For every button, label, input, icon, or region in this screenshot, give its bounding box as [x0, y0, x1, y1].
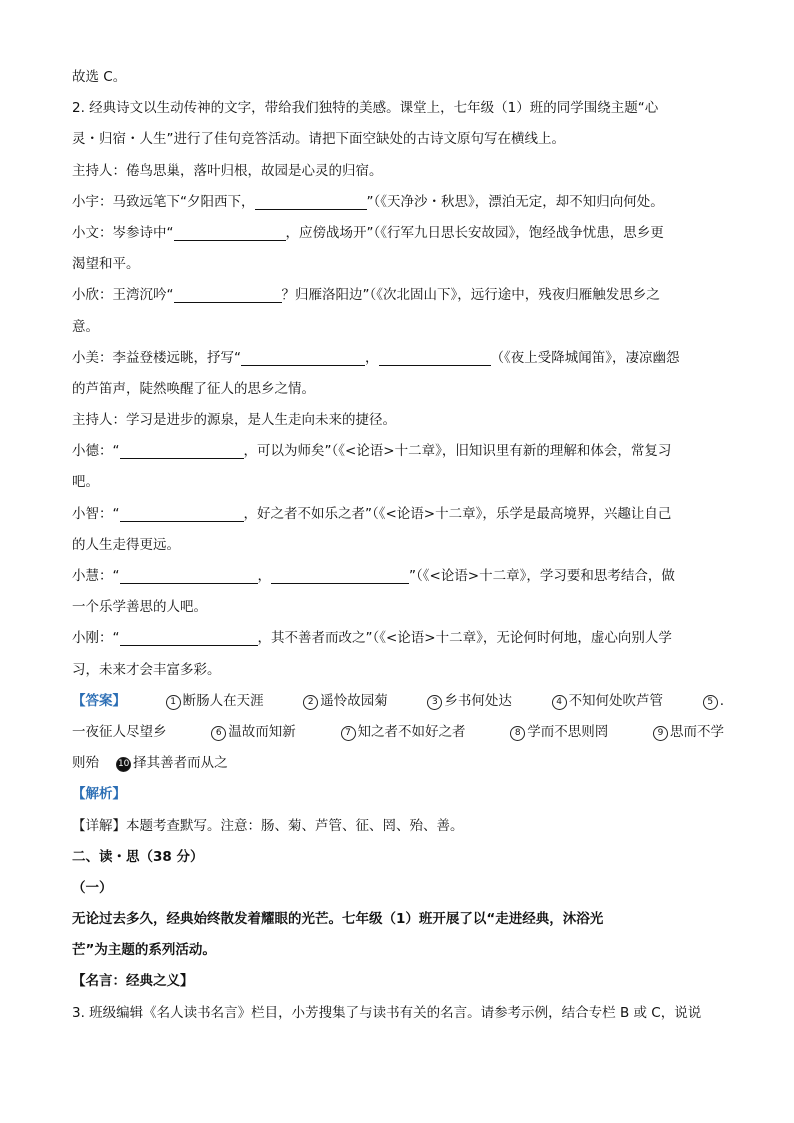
analysis-tag: 【解析】 [72, 786, 126, 803]
answer-text: 知之者不如好之者 [357, 723, 466, 740]
text: 小慧：“ [72, 568, 120, 584]
xiaode-line-cont [72, 467, 724, 498]
text: ， [365, 349, 379, 366]
answer-item [211, 717, 296, 748]
text: 故选 C。 [72, 69, 127, 85]
text: 小智：“ [72, 505, 120, 522]
number-circle-icon: 8 [510, 726, 525, 741]
text: 主持人：学习是进步的源泉，是人生走向未来的捷径。 [72, 412, 396, 429]
text: 3. 班级编辑《名人读书名言》栏目，小芳搜集了与读书有关的名言。请参考示例，结合专栏 B 或 C，说说 [72, 1004, 702, 1021]
number-circle-icon: 5 [703, 695, 718, 710]
answer-tag: 【答案】 [72, 692, 126, 709]
xiaomei-line-cont [72, 374, 724, 405]
subheading-text: 【名言：经典之义】 [72, 973, 194, 990]
text: 小文：岑参诗中“ [72, 224, 174, 241]
xiaoxin-line-cont [72, 312, 724, 343]
answer-line-3 [72, 748, 724, 779]
text: 意。 [72, 318, 99, 335]
answer-item: 5 . [703, 686, 724, 717]
number-circle-icon: 3 [427, 695, 442, 710]
text-line [72, 62, 724, 93]
text: ，可以为师矣”（《<论语>十二章》，旧知识里有新的理解和体会，常复习 [243, 443, 672, 460]
number-circle-icon: 1 [166, 695, 181, 710]
part-title: （一） [72, 879, 113, 896]
number-circle-icon: 7 [341, 726, 356, 741]
answer-line-2 [72, 717, 724, 748]
text: 小刚：“ [72, 630, 120, 647]
answer-text: 一夜征人尽望乡 [72, 723, 167, 740]
answer-blank[interactable] [120, 565, 258, 584]
host-line [72, 156, 724, 187]
answer-text: 学而不思则罔 [527, 723, 609, 740]
xiaoyu-line [72, 187, 724, 218]
number-circle-icon: 9 [653, 726, 668, 741]
text: 小欣：王湾沉吟“ [72, 287, 174, 304]
text: 【详解】本题考查默写。注意：肠、菊、芦管、征、罔、殆、善。 [72, 817, 464, 834]
answer-blank[interactable] [174, 222, 286, 241]
text: ”（《<论语>十二章》，学习要和思考结合，做 [409, 568, 675, 584]
answer-text: 不知何处吹芦管 [568, 692, 664, 709]
xiaozhi-line [72, 499, 724, 530]
text: 灵・归宿・人生”进行了佳句竞答活动。请把下面空缺处的古诗文原句写在横线上。 [72, 131, 565, 148]
answer-blank[interactable] [120, 627, 258, 646]
text: 一个乐学善思的人吧。 [72, 599, 207, 616]
answer-item [303, 686, 388, 717]
answer-item [653, 717, 724, 748]
text: （《夜上受降城闻笛》，凄凉幽怨 [490, 349, 680, 366]
section-title: 二、读・思（38 分） [72, 848, 204, 865]
text: 小德：“ [72, 443, 120, 460]
document-page [72, 62, 724, 1029]
question-3-line [72, 998, 724, 1029]
xiaoxin-line [72, 280, 724, 311]
text: 无论过去多久，经典始终散发着耀眼的光芒。七年级（1）班开展了以“走进经典，沐浴光 [72, 911, 604, 928]
xiaogang-line-cont [72, 655, 724, 686]
analysis-line [72, 779, 724, 810]
text: 小美：李益登楼远眺，抒写“ [72, 349, 241, 366]
answer-blank[interactable] [255, 191, 367, 210]
xiaowen-line [72, 218, 724, 249]
text: 主持人：倦鸟思巢，落叶归根，故园是心灵的归宿。 [72, 162, 383, 179]
answer-text: 则殆 [72, 755, 99, 772]
answer-text: 温故而知新 [228, 723, 296, 740]
answer-blank[interactable] [241, 347, 365, 366]
answer-item [552, 686, 664, 717]
answer-item [510, 717, 608, 748]
answer-text: 断肠人在天涯 [182, 692, 264, 709]
answer-item [166, 686, 264, 717]
answer-text: 思而不学 [670, 723, 724, 740]
bold-intro [72, 904, 724, 935]
host-line-2 [72, 405, 724, 436]
number-circle-icon: 2 [303, 695, 318, 710]
text: 的芦笛声，陡然唤醒了征人的思乡之情。 [72, 380, 315, 397]
section-heading [72, 842, 724, 873]
number-circle-icon: 4 [552, 695, 567, 710]
text: 2. 经典诗文以生动传神的文字，带给我们独特的美感。课堂上，七年级（1）班的同学围绕主题“心 [72, 100, 659, 117]
bold-intro-cont [72, 935, 724, 966]
text: ，应傍战场开”（《行军九日思长安故园》，饱经战争忧患，思乡更 [285, 224, 664, 241]
xiaohui-line-cont [72, 592, 724, 623]
answer-item [427, 686, 512, 717]
xiaomei-line [72, 343, 724, 374]
text: 渴望和平。 [72, 256, 140, 273]
answer-blank[interactable] [120, 440, 244, 459]
text: ， [257, 568, 271, 584]
part-heading [72, 873, 724, 904]
xiaowen-line-cont [72, 249, 724, 280]
question-2-intro-cont [72, 124, 724, 155]
text: ，其不善者而改之”（《<论语>十二章》，无论何时何地，虚心向别人学 [257, 630, 672, 647]
answer-text: 乡书何处达 [444, 692, 512, 709]
answer-text: 遥怜故园菊 [320, 692, 388, 709]
xiaode-line [72, 436, 724, 467]
number-circle-icon: 6 [211, 726, 226, 741]
answer-item [116, 755, 228, 771]
answer-blank[interactable] [120, 503, 244, 522]
text: 习，未来才会丰富多彩。 [72, 661, 221, 678]
detail-line [72, 811, 724, 842]
text: 吧。 [72, 474, 99, 491]
text: 小宇：马致远笔下“夕阳西下， [72, 193, 255, 210]
answer-blank[interactable] [271, 565, 409, 584]
xiaogang-line [72, 623, 724, 654]
xiaohui-line [72, 561, 724, 592]
answer-text: 择其善者而从之 [133, 755, 228, 772]
text: 的人生走得更远。 [72, 536, 180, 553]
xiaozhi-line-cont [72, 530, 724, 561]
answer-blank[interactable] [174, 284, 282, 303]
number-circle-icon: 10 [116, 757, 131, 772]
subheading [72, 966, 724, 997]
text: ”（《天净沙・秋思》，漂泊无定，却不知归向何处。 [366, 193, 664, 210]
answer-item [341, 717, 466, 748]
answer-blank[interactable] [379, 347, 491, 366]
answer-line-1 [72, 686, 724, 717]
question-2-intro [72, 93, 724, 124]
text: ，好之者不如乐之者”（《<论语>十二章》，乐学是最高境界，兴趣让自己 [243, 505, 672, 522]
text: 芒”为主题的系列活动。 [72, 942, 216, 959]
text: ？归雁洛阳边”（《次北固山下》，远行途中，残夜归雁触发思乡之 [281, 287, 660, 304]
